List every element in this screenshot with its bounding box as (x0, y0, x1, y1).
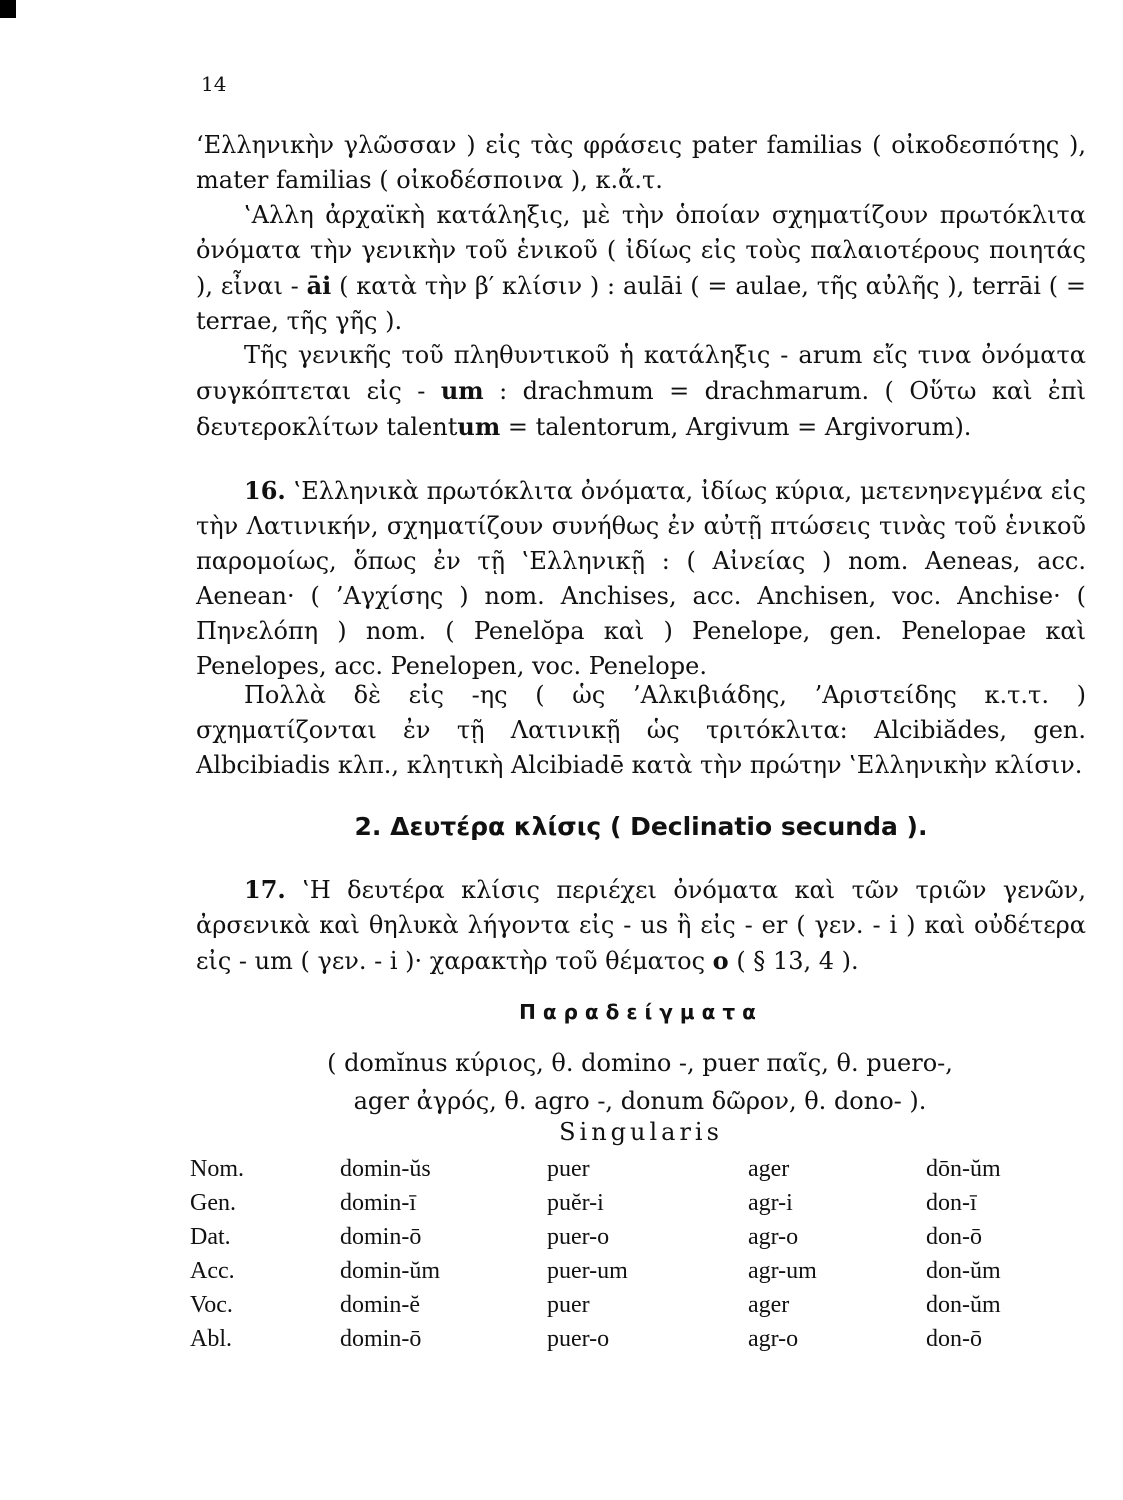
section-heading: 2. Δευτέρα κλίσις ( Declinatio secunda ). (354, 812, 928, 841)
paragraph-greek-phrases (196, 128, 1086, 198)
table-cell: Dat. (190, 1224, 231, 1250)
paragraph-text: ‘Ελληνικὴν γλῶσσαν ) εἰς τὰς φράσεις pater familias ( οἰκοδεσπότης ), mater familias ( οἰκοδέσποινα ), κ.ἄ.τ. (196, 131, 1086, 194)
table-cell: don-ō (926, 1224, 982, 1250)
table-cell: don-ī (926, 1190, 977, 1216)
paragraph-text: ( § 13, 4 ). (728, 947, 859, 975)
table-row (190, 1190, 1076, 1224)
section-17 (196, 872, 1086, 979)
paragraph-text: ‛Η δευτέρα κλίσις περιέχει ὀνόματα καὶ τῶν τριῶν γενῶν, ἀρσενικὰ καὶ θηλυκὰ λήγοντα εἰς - us ἢ εἰς - er ( γεν. - i ) καὶ οὐδέτερα εἰς - um ( γεν. - i )· χαρακτὴρ τοῦ θέματος (196, 876, 1086, 975)
table-cell: Voc. (190, 1292, 233, 1318)
ending-um: um (440, 376, 484, 405)
table-cell: domin-ī (340, 1190, 416, 1216)
section-number: 16. (244, 476, 286, 505)
scan-corner-mark (0, 0, 16, 18)
examples-line: ager ἀγρός, θ. agro -, donum δῶρον, θ. dono- ). (353, 1087, 927, 1115)
paragraph-names-in-es (196, 678, 1086, 783)
table-cell: don-ŭm (926, 1258, 1001, 1284)
table-row (190, 1292, 1076, 1326)
table-cell: agr-i (748, 1190, 793, 1216)
paragraph-text: ‛Αλλη ἀρχαϊκὴ κατάληξις, μὲ τὴν ὁποίαν σχηματίζουν πρωτόκλιτα ὀνόματα τὴν γενικὴν τοῦ ἑνικοῦ ( ἰδίως εἰς τοὺς παλαιοτέρους ποιητάς ), εἶναι - (196, 201, 1086, 300)
table-cell: Gen. (190, 1190, 236, 1216)
examples-title: Παραδείγματα (519, 1000, 763, 1024)
table-cell: don-ŭm (926, 1292, 1001, 1318)
table-row (190, 1258, 1076, 1292)
page-number: 14 (201, 72, 227, 96)
table-cell: domin-ĕ (340, 1292, 420, 1318)
table-cell: puer-o (547, 1326, 610, 1352)
paragraph-text: = talentorum, Argivum = Argivorum). (500, 413, 972, 441)
examples-line: ( domĭnus κύριος, θ. domino -, puer παῖς, θ. puero-, (327, 1049, 953, 1077)
section-number: 17. (244, 875, 286, 904)
table-cell: puĕr-i (547, 1190, 604, 1216)
paragraph-genitive-plural (196, 338, 1086, 445)
table-cell: Abl. (190, 1326, 232, 1352)
paragraph-text: Τῆς γενικῆς τοῦ πληθυντικοῦ ἡ κατάληξις - arum εἴς τινα ὀνόματα συγκόπτεται εἰς - (196, 341, 1086, 405)
paragraph-text: Πολλὰ δὲ εἰς -ης ( ὡς ’Αλκιβιάδης, ’Αριστείδης κ.τ.τ. ) σχηματίζονται ἐν τῇ Λατινικῇ ὡς τριτόκλιτα: Alcibiădes, gen. Albcibiadis κλπ., κλητικὴ Alcibiadē κατὰ τὴν πρώτην ‛Ελληνικὴν κλίσιν. (196, 681, 1086, 779)
table-cell: ager (748, 1156, 790, 1182)
table-cell: agr-um (748, 1258, 817, 1284)
table-row (190, 1224, 1076, 1258)
table-cell: ager (748, 1292, 790, 1318)
table-cell: domin-ŭs (340, 1156, 431, 1182)
singularis-table (190, 1156, 1076, 1360)
table-cell: puer-o (547, 1224, 610, 1250)
section-16 (196, 473, 1086, 684)
stem-character: o (712, 946, 729, 975)
table-cell: Nom. (190, 1156, 244, 1182)
ending-ai: āi (306, 271, 332, 300)
table-cell: puer (547, 1156, 590, 1182)
table-cell: dōn-ŭm (926, 1156, 1001, 1182)
table-cell: domin-ō (340, 1224, 422, 1250)
table-cell: puer (547, 1292, 590, 1318)
examples-note (250, 1044, 1030, 1120)
table-row (190, 1326, 1076, 1360)
paragraph-text: ‛Ελληνικὰ πρωτόκλιτα ὀνόματα, ἰδίως κύρια, μετενηνεγμένα εἰς τὴν Λατινικήν, σχηματίζουν συνήθως ἐν αὐτῇ πτώσεις τινὰς τοῦ ἑνικοῦ παρομοίως, ὅπως ἐν τῇ ‛Ελληνικῇ : ( Αἰνείας ) nom. Aeneas, acc. Aenean· ( ’Αγχίσης ) nom. Anchises, acc. Anchisen, voc. Anchise· ( Πηνελόπη ) nom. ( Penelŏpa καὶ ) Penelope, gen. Penelopae καὶ Penelopes, acc. Penelopen, voc. Penelope. (196, 477, 1086, 680)
table-cell: don-ō (926, 1326, 982, 1352)
table-cell: Acc. (190, 1258, 235, 1284)
singularis-title: Singularis (559, 1118, 723, 1146)
table-cell: agr-o (748, 1224, 799, 1250)
paragraph-text: ( κατὰ τὴν β′ κλίσιν ) : aulāi ( = aulae, τῆς αὐλῆς ), terrāi ( = terrae, τῆς γῆς ). (196, 272, 1086, 335)
ending-um: um (457, 412, 501, 441)
paragraph-text: : drachmum = drachmarum. ( Οὕτω καὶ ἐπὶ δευτεροκλίτων talent (196, 377, 1086, 441)
paragraph-archaic-ending (196, 198, 1086, 339)
table-cell: domin-ō (340, 1326, 422, 1352)
table-cell: puer-um (547, 1258, 628, 1284)
table-row (190, 1156, 1076, 1190)
table-cell: domin-ŭm (340, 1258, 440, 1284)
table-cell: agr-o (748, 1326, 799, 1352)
